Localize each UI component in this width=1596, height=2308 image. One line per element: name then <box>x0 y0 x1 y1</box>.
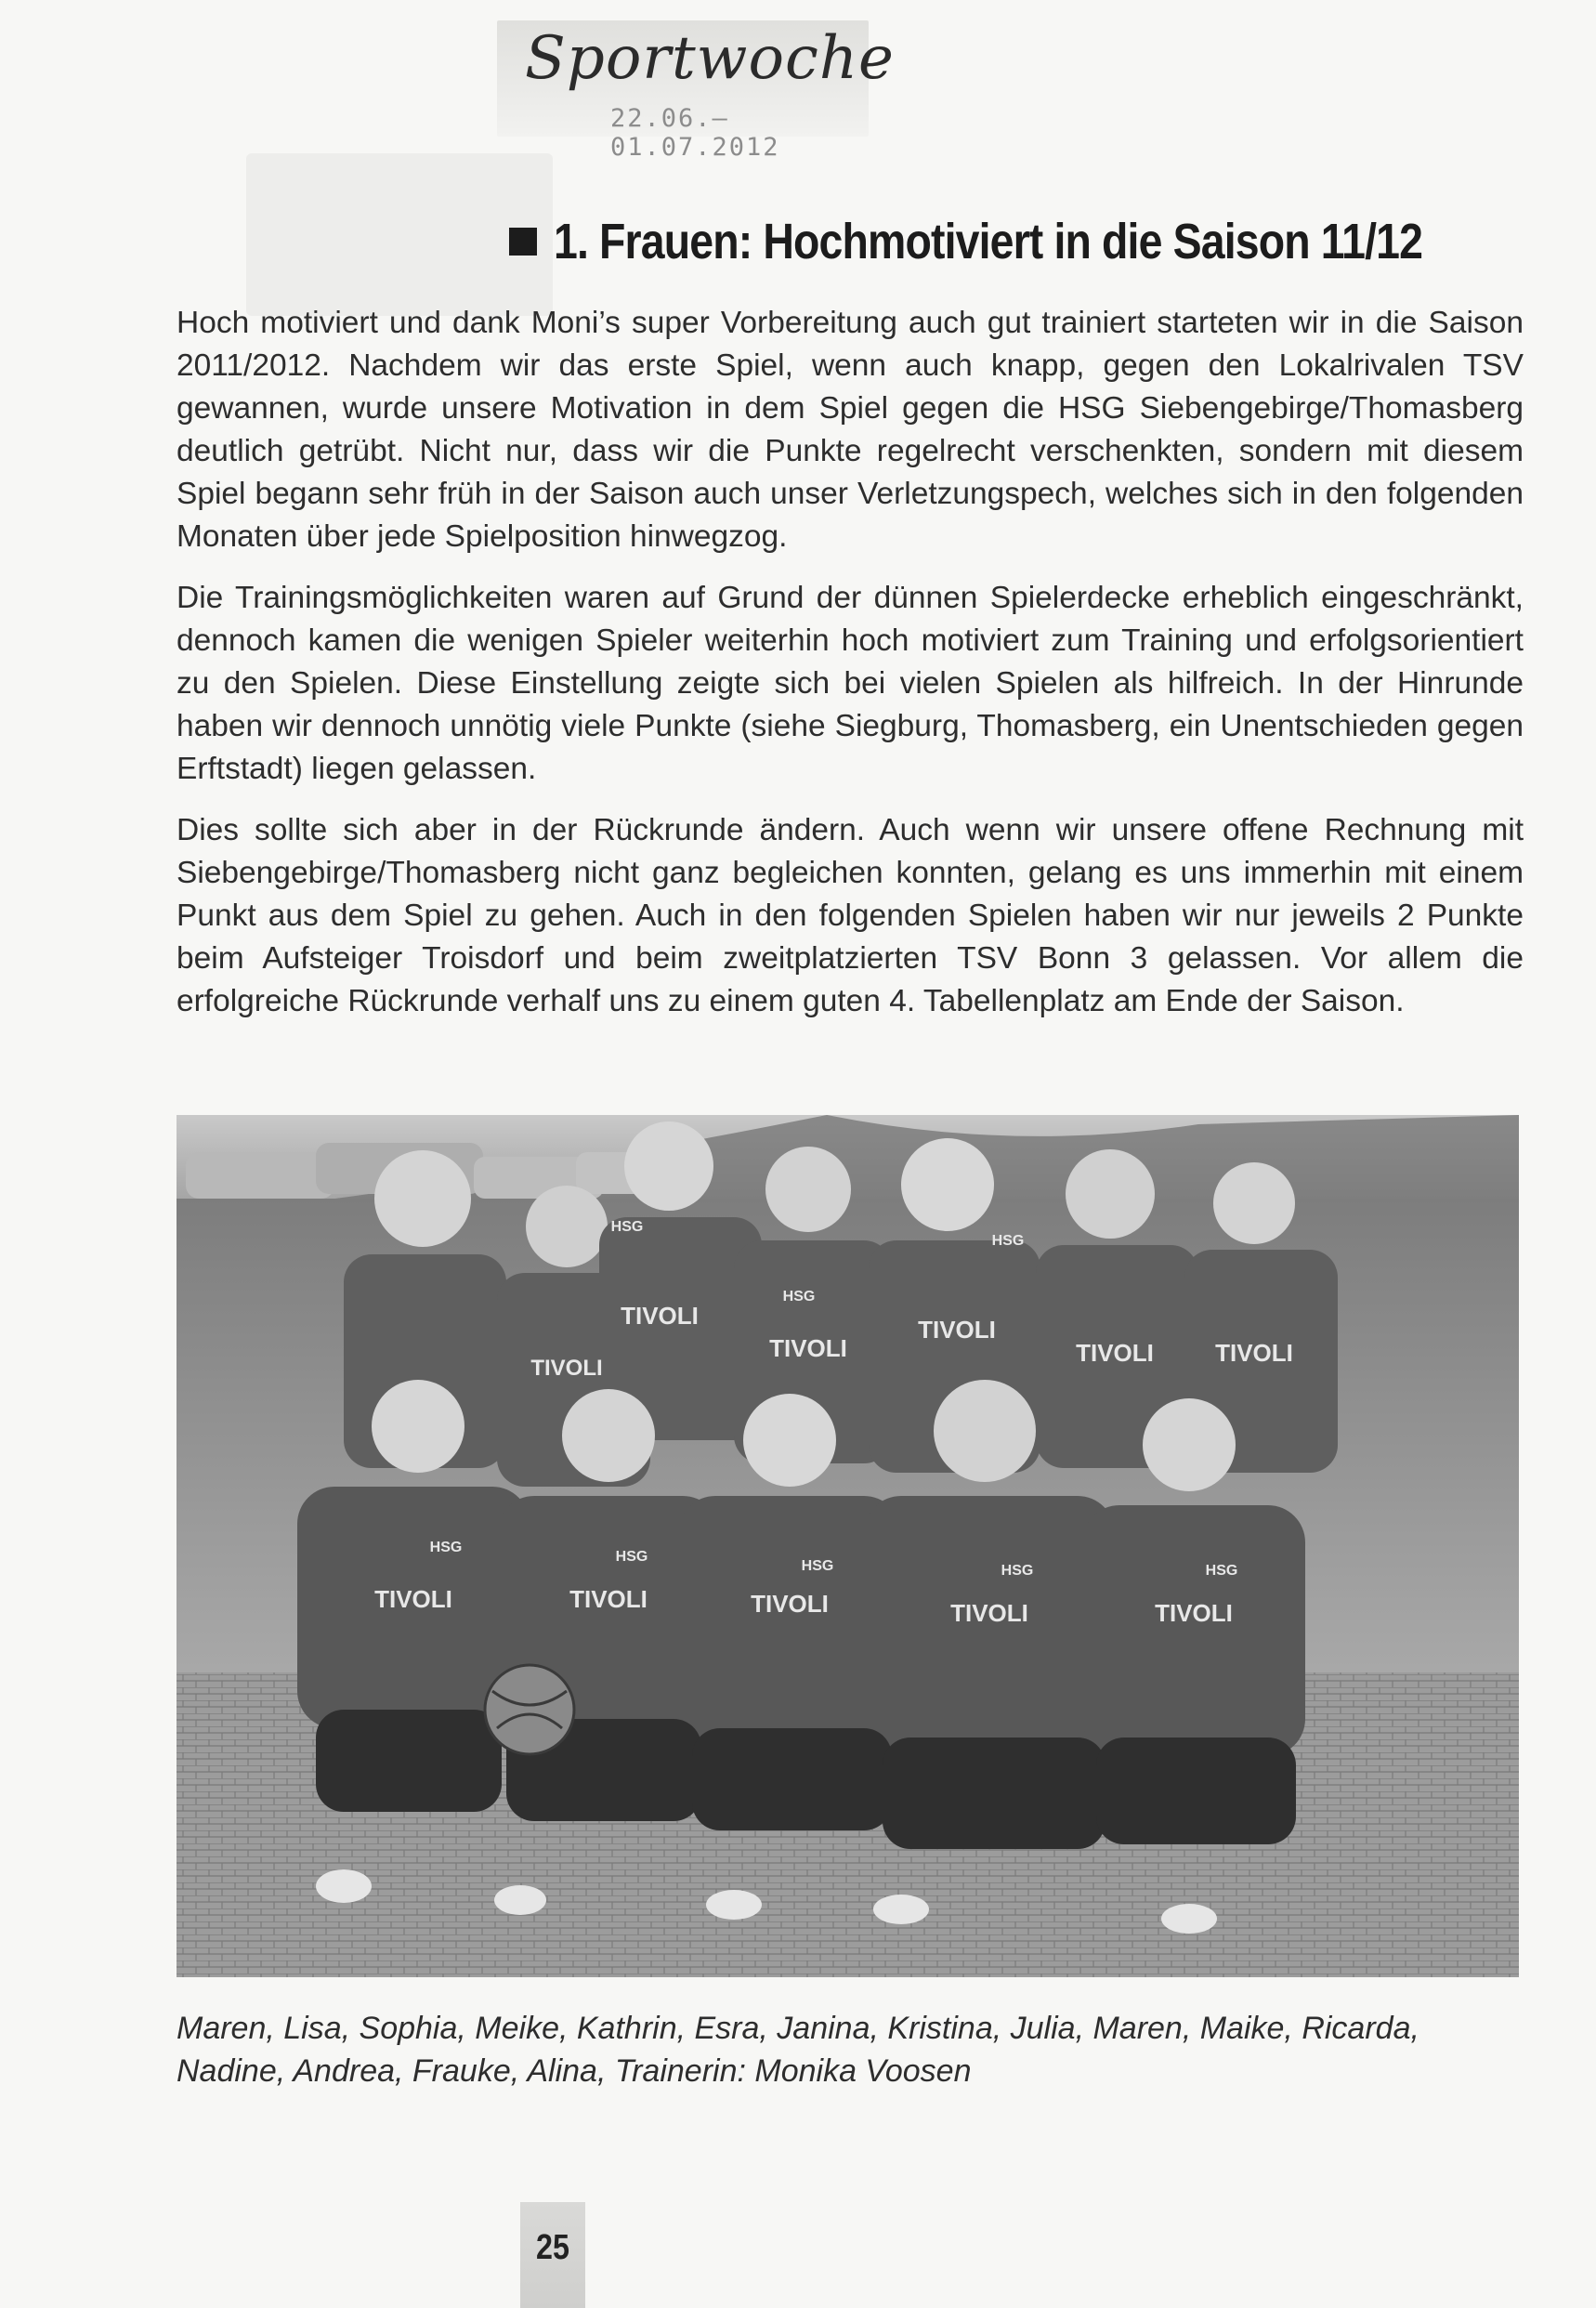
background-watermark <box>246 153 553 316</box>
paragraph-2: Die Trainingsmöglichkeiten waren auf Grund der dünnen Spielerdecke erheblich eingeschränkt, dennoch kamen die wenigen Spieler weiterhin hoch motiviert zum Training und erfolgsorientiert zu den Spielen. Diese Einstellung zeigte sich bei vielen Spielen als hilfreich. In der Hinrunde haben wir dennoch unnötig viele Punkte (siehe Siegburg, Thomasberg, ein Unentschieden gegen Erftstadt) liegen gelassen. <box>177 581 1524 786</box>
jersey-text: TIVOLI <box>751 1590 829 1618</box>
page-number: 25 <box>536 2228 569 2267</box>
team-photo-image <box>177 1115 1519 1977</box>
jersey-text: TIVOLI <box>1076 1339 1154 1367</box>
jersey-text: TIVOLI <box>1155 1599 1233 1627</box>
article-heading-text: 1. Frauen: Hochmotiviert in die Saison 11/12 <box>554 214 1423 269</box>
masthead <box>497 20 895 162</box>
jersey-text: TIVOLI <box>1215 1339 1293 1367</box>
paragraph-3: Dies sollte sich aber in der Rückrunde ändern. Auch wenn wir unsere offene Rechnung mit Siebengebirge/Thomasberg nicht ganz begleichen konnten, gelang es uns immerhin mit einem Punkt aus dem Spiel zu gehen. Auch in den folgenden Spielen haben wir nur jeweils 2 Punkte beim Aufsteiger Troisdorf und beim zweitplatzierten TSV Bonn 3 gelassen. Vor allem die erfolgreiche Rückrunde verhalf uns zu einem guten 4. Tabellenplatz am Ende der Saison. <box>177 813 1524 1018</box>
jersey-text: HSG <box>801 1558 834 1574</box>
jersey-text: TIVOLI <box>530 1356 603 1381</box>
jersey-text: TIVOLI <box>621 1302 699 1330</box>
jersey-text: TIVOLI <box>374 1585 452 1613</box>
masthead-date: 22.06.–01.07.2012 <box>610 104 780 162</box>
jersey-text: TIVOLI <box>569 1585 648 1613</box>
jersey-text: HSG <box>615 1549 648 1565</box>
jersey-text: HSG <box>1205 1563 1238 1579</box>
paragraph-1: Hoch motiviert und dank Moni’s super Vorbereitung auch gut trainiert starteten wir in die Saison 2011/2012. Nachdem wir das erste Spiel, wenn auch knapp, gegen den Lokalrivalen TSV gewannen, wurde unsere Motivation in dem Spiel gegen die HSG Siebengebirge/Thomasberg deutlich getrübt. Nicht nur, dass wir die Punkte regelrecht verschenkten, sondern mit diesem Spiel begann sehr früh in der Saison auch unser Verletzungspech, welches sich in den folgenden Monaten über jede Spielposition hinwegzog. <box>177 306 1524 554</box>
jersey-text: HSG <box>610 1219 644 1235</box>
jersey-text: TIVOLI <box>950 1599 1028 1627</box>
photo-caption: Maren, Lisa, Sophia, Meike, Kathrin, Esra, Janina, Kristina, Julia, Maren, Maike, Ricarda, Nadine, Andrea, Frauke, Alina, Trainerin: Monika Voosen <box>177 2011 1419 2089</box>
bullet-square-icon <box>509 228 537 256</box>
masthead-title: Sportwoche <box>525 24 895 93</box>
jersey-text: TIVOLI <box>769 1334 847 1362</box>
jersey-text: HSG <box>429 1540 463 1555</box>
jersey-text: HSG <box>991 1233 1025 1249</box>
page-number-box <box>520 2202 585 2308</box>
team-photo <box>177 1115 1519 1977</box>
article-body <box>177 302 1524 1042</box>
article-heading <box>509 209 1563 274</box>
jersey-text: TIVOLI <box>918 1316 996 1344</box>
jersey-text: HSG <box>782 1289 816 1305</box>
jersey-text: HSG <box>1001 1563 1034 1579</box>
